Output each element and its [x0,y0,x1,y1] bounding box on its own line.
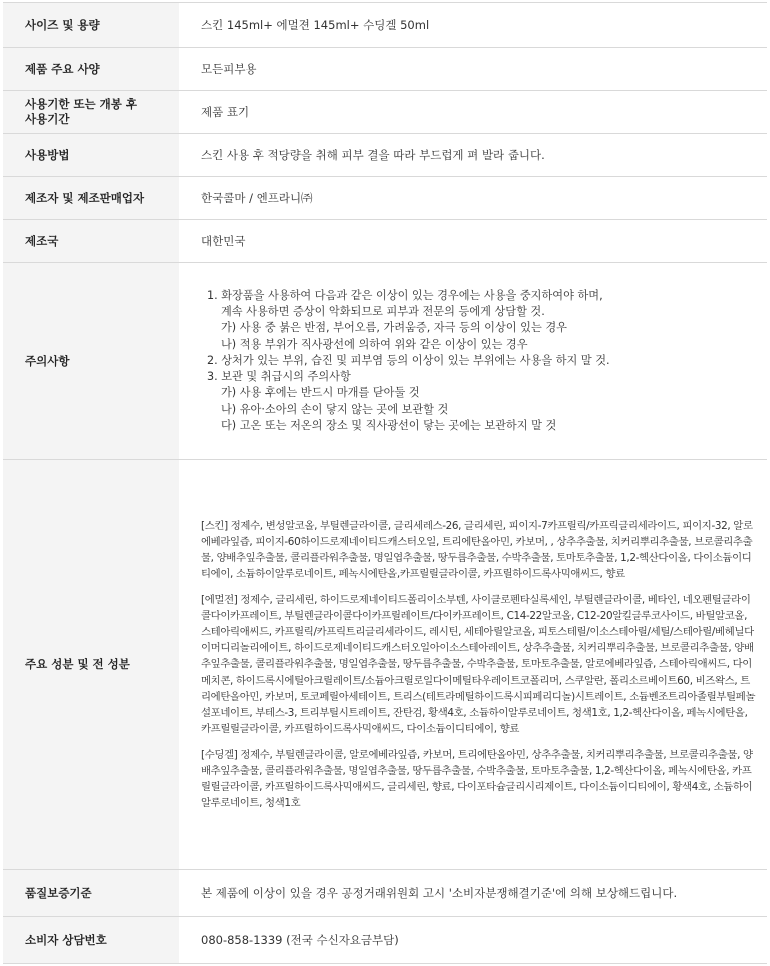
row-contact [3,917,767,964]
caution-line: 3. 보관 및 취급시의 주의사항 [207,370,351,384]
expiry-value: 제품 표기 [179,91,767,134]
row-origin [3,220,767,263]
caution-line: 나) 적용 부위가 직사광선에 의하여 위와 같은 이상이 있는 경우 [221,337,528,351]
usage-label: 사용방법 [3,134,179,177]
caution-line: 1. 화장품을 사용하여 다음과 같은 이상이 있는 경우에는 사용을 중지하여야 하며, [207,289,603,303]
origin-value: 대한민국 [179,220,767,263]
caution-list [201,288,757,434]
row-caution [3,263,767,460]
caution-line: 나) 유아·소아의 손이 닿지 않는 곳에 보관할 것 [221,402,449,416]
expiry-label: 사용기한 또는 개봉 후 사용기간 [3,91,179,134]
ingredients-gel: [수딩겔] 정제수, 부틸렌글라이콜, 알로에베라잎즙, 카보머, 트리에탄올아민, 상추추출물, 치커리뿌리추출물, 브로콜리추출물, 양배추잎추출물, 콜리플라워추출물, 명일엽추출물, 땅두릅추출물, 수박추출물, 토마토추출물, 1,2-헥산다이올, 페녹시에탄올, 카프릴릴글라이콜, 카프릴하이드록사믹애씨드, 글리세린, 향료, 다이포타슘글리시리제이트, 다이소듐이디티에이, 황색4호, 소듐하이알루로네이트, 청색1호 [201,748,753,810]
product-info-table [3,2,767,964]
maker-label: 제조자 및 제조판매업자 [3,177,179,220]
row-maker [3,177,767,220]
maker-value: 한국콜마 / 엔프라니㈜ [179,177,767,220]
ingredients-list [201,518,757,812]
caution-value [179,263,767,460]
skin-type-label: 제품 주요 사양 [3,48,179,91]
origin-label: 제조국 [3,220,179,263]
row-expiry [3,91,767,134]
usage-value: 스킨 사용 후 적당량을 취해 피부 결을 따라 부드럽게 펴 발라 줍니다. [179,134,767,177]
row-size [3,3,767,48]
ingredients-emulsion: [에멀전] 정제수, 글리세린, 하이드로제네이티드폴리이소부텐, 사이클로펜타실록세인, 부틸렌글라이콜, 베타인, 네오펜틸글라이콜다이카프레이트, 부틸렌글라이콜다이카프릴레이트/다이카프레이트, C14-22알코올, C12-20알킬글루코사이드, 바틸알코올, 스테아릭애씨드, 카프릴릭/카프릭트리글리세라이드, 레시틴, 세테아릴알코올, 피토스테릴/이소스테아릴/세틸/스테아릴/베헤닐다이머디리놀리에이트, 하이드로제네이티드캐스터오일아이소스테아레이트, 상추추출물, 치커리뿌리추출물, 브로콜리추출물, 양배추잎추출물, 콜리플라워추출물, 명일엽추출물, 땅두릅추출물, 수박추출물, 토마토추출물, 알로에베라잎즙, 스테아릭애씨드, 다이메치콘, 하이드록시에틸아크릴레이트/소듐아크릴로일다이메틸타우레이트코폴리머, 스쿠알란, 폴리소르베이트60, 비즈왁스, 트리에탄올아민, 카보머, 토코페릴아세테이트, 트리스(테트라메틸하이드록시피페리디놀)시트레이트, 소듐벤조트리아졸릴부틸페놀설포네이트, 부테스-3, 트리부틸시트레이트, 잔탄검, 황색4호, 소듐하이알루로네이트, 청색1호, 1,2-헥산다이올, 페녹시에탄올, 카프릴릴글라이콜, 카프릴하이드록사믹애씨드, 다이소듐이디티에이, 향료 [201,594,756,735]
row-usage [3,134,767,177]
quality-label: 품질보증기준 [3,870,179,917]
contact-value: 080-858-1339 (전국 수신자요금부담) [179,917,767,964]
size-value: 스킨 145ml+ 에멀젼 145ml+ 수딩겔 50ml [179,3,767,48]
row-skin-type [3,48,767,91]
ingredients-value [179,460,767,870]
skin-type-value: 모든피부용 [179,48,767,91]
row-ingredients [3,460,767,870]
caution-line: 다) 고온 또는 저온의 장소 및 직사광선이 닿는 곳에는 보관하지 말 것 [221,418,557,432]
contact-label: 소비자 상담번호 [3,917,179,964]
caution-line: 가) 사용 중 붉은 반점, 부어오름, 가려움증, 자극 등의 이상이 있는 경우 [221,321,567,335]
ingredients-skin: [스킨] 정제수, 변성알코올, 부틸렌글라이콜, 글리세레스-26, 글리세린, 피이지-7카프릴릭/카프릭글리세라이드, 피이지-32, 알로에베라잎즙, 피이지-60하이드로제네이티드캐스터오일, 트리에탄올아민, 카보머, , 상추추출물, 치커리뿌리추출물, 브로콜리추출물, 양배추잎추출물, 콜리플라워추출물, 명일엽추출물, 땅두릅추출물, 수박추출물, 토마토추출물, 1,2-헥산다이올, 다이소듐이디티에이, 소듐하이알루로네이트, 페녹시에탄올,카프릴릴글라이콜, 카프릴하이드록사믹애씨드, 향료 [201,519,753,580]
ingredients-label: 주요 성분 및 전 성분 [3,460,179,870]
caution-line: 계속 사용하면 증상이 악화되므로 피부과 전문의 등에게 상담할 것. [221,305,545,319]
caution-label: 주의사항 [3,263,179,460]
row-quality [3,870,767,917]
size-label: 사이즈 및 용량 [3,3,179,48]
caution-line: 2. 상처가 있는 부위, 습진 및 피부염 등의 이상이 있는 부위에는 사용을 하지 말 것. [207,353,610,367]
caution-line: 가) 사용 후에는 반드시 마개를 닫아둘 것 [221,386,420,400]
quality-value: 본 제품에 이상이 있을 경우 공정거래위원회 고시 '소비자분쟁해결기준'에 의해 보상해드립니다. [179,870,767,917]
